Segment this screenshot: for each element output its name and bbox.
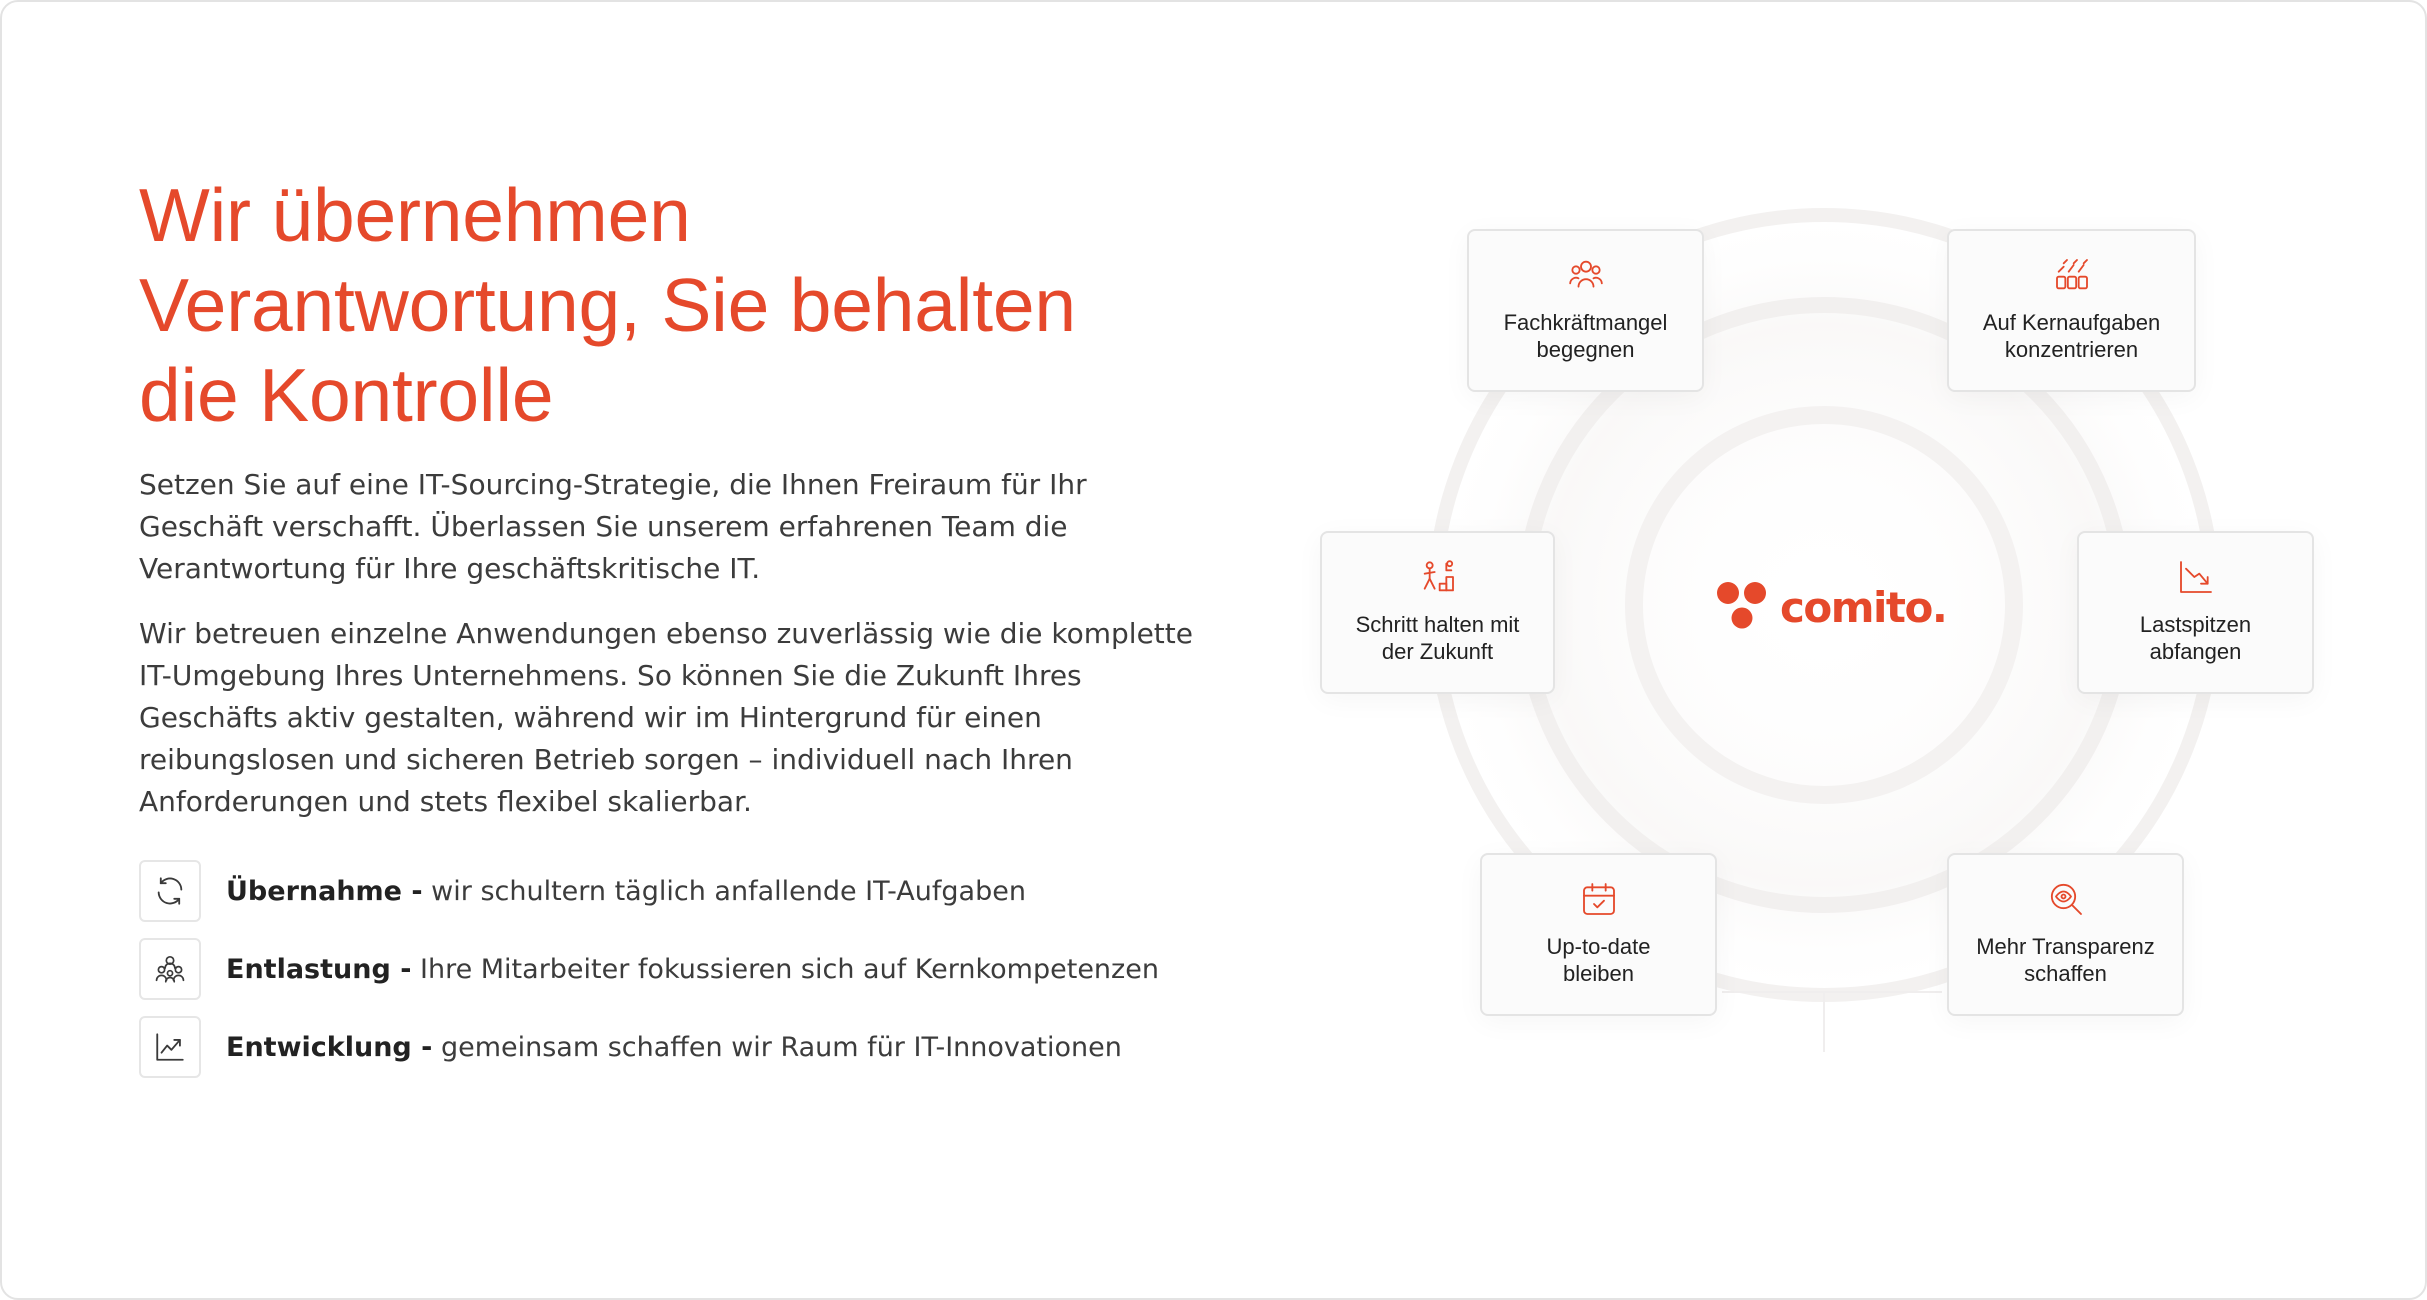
refresh-icon bbox=[139, 860, 201, 922]
detail-paragraph bbox=[139, 613, 1193, 823]
feature-list bbox=[139, 860, 1159, 1078]
benefit-card-zukunft bbox=[1320, 531, 1555, 694]
feature-title: Übernahme - bbox=[226, 875, 423, 907]
calendar-check-icon bbox=[1579, 879, 1619, 919]
feature-item-uebernahme bbox=[139, 860, 1159, 922]
team-icon bbox=[139, 938, 201, 1000]
card-label-line: Auf Kernaufgaben bbox=[1982, 310, 2161, 335]
card-label-line: bleiben bbox=[1563, 961, 1634, 986]
card-label-line: Lastspitzen bbox=[2139, 612, 2252, 637]
comito-logo-mark bbox=[1714, 575, 1778, 639]
card-label bbox=[1976, 933, 2155, 987]
feature-title: Entlastung - bbox=[226, 953, 412, 985]
feature-title: Entwicklung - bbox=[226, 1031, 433, 1063]
people-icon bbox=[1566, 255, 1606, 295]
paragraph-line: Wir betreuen einzelne Anwendungen ebenso zuverlässig wie die komplette bbox=[139, 617, 1193, 650]
feature-item-entwicklung bbox=[139, 1016, 1159, 1078]
card-label-line: Schritt halten mit bbox=[1355, 612, 1520, 637]
card-label bbox=[1547, 933, 1651, 987]
card-label bbox=[1356, 611, 1520, 665]
card-label-line: Up-to-date bbox=[1546, 934, 1651, 959]
chart-down-icon bbox=[2176, 557, 2216, 597]
benefit-card-lastspitzen bbox=[2077, 531, 2314, 694]
paragraph-line: Verantwortung für Ihre geschäftskritische IT. bbox=[139, 552, 761, 585]
stack-icon bbox=[2052, 255, 2092, 295]
paragraph-line: IT-Umgebung Ihres Unternehmens. So können Sie die Zukunft Ihres bbox=[139, 659, 1082, 692]
card-label-line: Mehr Transparenz bbox=[1976, 934, 2155, 959]
paragraph-line: Geschäfts aktiv gestalten, während wir im Hintergrund für einen bbox=[139, 701, 1042, 734]
trend-up-icon bbox=[139, 1016, 201, 1078]
headline bbox=[139, 170, 1139, 440]
comito-logo bbox=[1714, 572, 1947, 642]
feature-description: wir schultern täglich anfallende IT-Aufgaben bbox=[422, 875, 1026, 907]
paragraph-line: Setzen Sie auf eine IT-Sourcing-Strategie, die Ihnen Freiraum für Ihr bbox=[139, 468, 1087, 501]
card-label bbox=[2140, 611, 2251, 665]
benefit-card-fachkraeftmangel bbox=[1467, 229, 1704, 392]
comito-logo-text: comito. bbox=[1780, 582, 1947, 632]
benefits-diagram bbox=[1302, 152, 2402, 1102]
benefit-card-kernaufgaben bbox=[1947, 229, 2196, 392]
card-label bbox=[1983, 309, 2160, 363]
card-label-line: konzentrieren bbox=[2004, 337, 2139, 362]
headline-line: Wir übernehmen bbox=[139, 173, 691, 257]
headline-line: die Kontrolle bbox=[139, 353, 554, 437]
card-label-line: abfangen bbox=[2149, 639, 2242, 664]
eye-search-icon bbox=[2046, 879, 2086, 919]
card-label-line: Fachkräftmangel bbox=[1503, 310, 1668, 335]
card-label-line: der Zukunft bbox=[1381, 639, 1494, 664]
feature-text bbox=[226, 876, 1026, 907]
text-column bbox=[139, 170, 1193, 1094]
headline-line: Verantwortung, Sie behalten bbox=[139, 263, 1076, 347]
feature-description: gemeinsam schaffen wir Raum für IT-Innovationen bbox=[432, 1031, 1122, 1063]
paragraph-line: reibungslosen und sicheren Betrieb sorgen – individuell nach Ihren bbox=[139, 743, 1073, 776]
feature-item-entlastung bbox=[139, 938, 1159, 1000]
feature-text bbox=[226, 1032, 1122, 1063]
benefit-card-transparenz bbox=[1947, 853, 2184, 1016]
feature-description: Ihre Mitarbeiter fokussieren sich auf Kernkompetenzen bbox=[411, 953, 1159, 985]
card-label-line: begegnen bbox=[1536, 337, 1635, 362]
intro-paragraph bbox=[139, 464, 1159, 590]
card-label-line: schaffen bbox=[2024, 961, 2107, 986]
feature-text bbox=[226, 954, 1159, 985]
card-label bbox=[1504, 309, 1668, 363]
benefit-card-up-to-date bbox=[1480, 853, 1717, 1016]
growth-steps-icon bbox=[1418, 557, 1458, 597]
paragraph-line: Anforderungen und stets flexibel skalierbar. bbox=[139, 785, 752, 818]
paragraph-line: Geschäft verschafft. Überlassen Sie unserem erfahrenen Team die bbox=[139, 510, 1068, 543]
